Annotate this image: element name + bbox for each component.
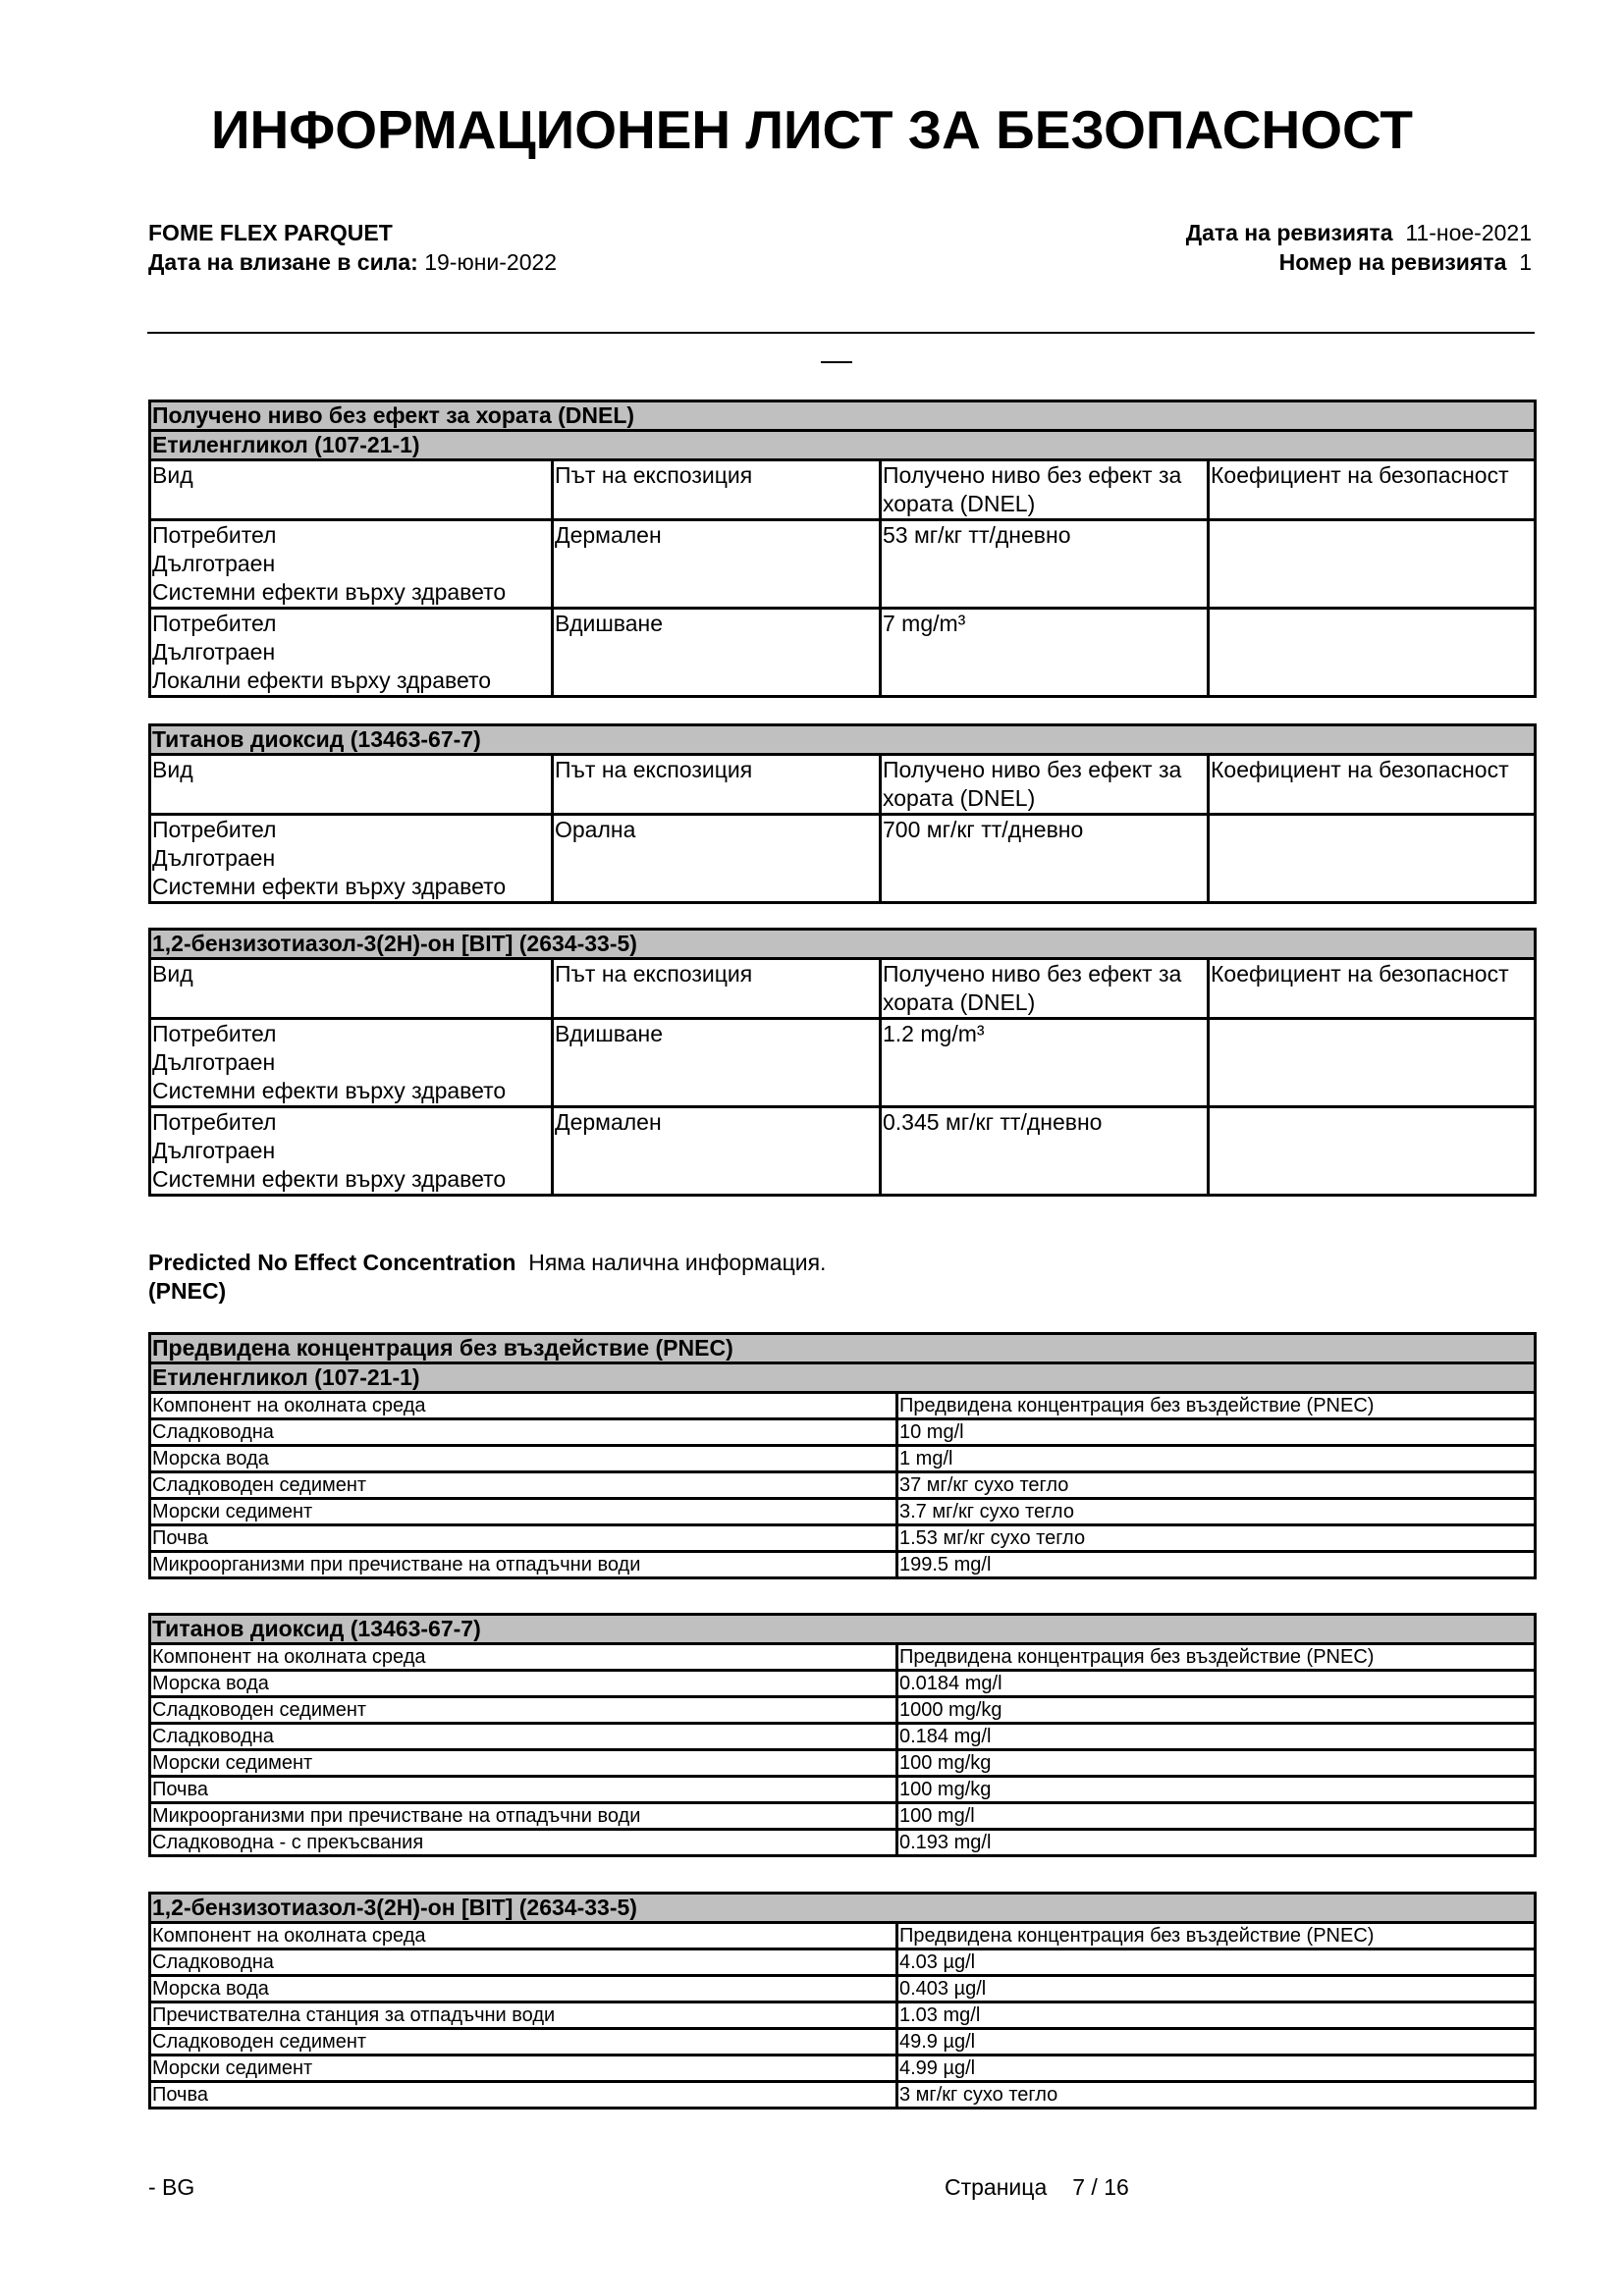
type-cell: Потребител Дълготраен Системни ефекти върху здравето xyxy=(150,1019,553,1107)
table-row: Сладководна 10 mg/l xyxy=(150,1419,1536,1446)
header-right xyxy=(1186,218,1532,277)
factor-cell xyxy=(1209,1107,1536,1196)
pnec-note-label-abbr: (PNEC) xyxy=(148,1278,227,1304)
route-cell: Дермален xyxy=(553,1107,881,1196)
revision-date-line xyxy=(1186,218,1532,247)
header-left xyxy=(148,218,557,277)
factor-cell xyxy=(1209,815,1536,903)
factor-cell xyxy=(1209,1019,1536,1107)
table-row xyxy=(150,520,1536,609)
table-row xyxy=(150,1107,1536,1196)
value-cell: 1.2 mg/m³ xyxy=(881,1019,1209,1107)
type-cell: Потребител Дълготраен Локални ефекти върху здравето xyxy=(150,609,553,697)
dnel-table-bit xyxy=(148,928,1537,1197)
pnec-note-label: Predicted No Effect Concentration xyxy=(148,1250,516,1275)
column-header: Вид xyxy=(150,755,553,815)
table-row xyxy=(150,1019,1536,1107)
value-cell: 7 mg/m³ xyxy=(881,609,1209,697)
column-header: Получено ниво без ефект за хората (DNEL) xyxy=(881,959,1209,1019)
column-header: Предвидена концентрация без въздействие (PNEC) xyxy=(897,1393,1536,1419)
type-cell: Потребител Дълготраен Системни ефекти върху здравето xyxy=(150,815,553,903)
substance-name: Етиленгликол (107-21-1) xyxy=(150,431,1536,460)
footer-language: - BG xyxy=(148,2174,195,2200)
substance-name: 1,2-бензизотиазол-3(2H)-он [BIT] (2634-33-5) xyxy=(150,1894,1536,1923)
revision-number-line xyxy=(1186,247,1532,277)
effective-date-value: 19-юни-2022 xyxy=(424,249,558,275)
column-header: Получено ниво без ефект за хората (DNEL) xyxy=(881,460,1209,520)
revision-date-label: Дата на ревизията xyxy=(1185,220,1393,245)
table-row: Микроорганизми при пречистване на отпадъчни води 199.5 mg/l xyxy=(150,1552,1536,1578)
revision-number-label: Номер на ревизията xyxy=(1278,249,1507,275)
dnel-table-ethylene-glycol xyxy=(148,400,1537,698)
table-row: Сладководен седимент 37 мг/кг сухо тегло xyxy=(150,1472,1536,1499)
column-header: Предвидена концентрация без въздействие (PNEC) xyxy=(897,1644,1536,1671)
pnec-title: Предвидена концентрация без въздействие (PNEC) xyxy=(150,1334,1536,1363)
page-number: 7 / 16 xyxy=(1072,2174,1129,2200)
table-row: Почва 3 мг/кг сухо тегло xyxy=(150,2082,1536,2109)
effective-date-line xyxy=(148,247,557,277)
pnec-table-bit xyxy=(148,1892,1537,2109)
revision-date-value: 11-ное-2021 xyxy=(1405,220,1532,245)
route-cell: Орална xyxy=(553,815,881,903)
table-row: Сладководна - с прекъсвания 0.193 mg/l xyxy=(150,1830,1536,1856)
footer-page xyxy=(945,2174,1129,2201)
page-label: Страница xyxy=(945,2174,1048,2200)
pnec-note xyxy=(148,1249,826,1306)
table-row: Пречиствателна станция за отпадъчни води 1.03 mg/l xyxy=(150,2002,1536,2029)
column-header: Път на експозиция xyxy=(553,755,881,815)
route-cell: Вдишване xyxy=(553,1019,881,1107)
substance-name: Етиленгликол (107-21-1) xyxy=(150,1363,1536,1393)
substance-name: Титанов диоксид (13463-67-7) xyxy=(150,1615,1536,1644)
table-row: Морски седимент 100 mg/kg xyxy=(150,1750,1536,1777)
dnel-title: Получено ниво без ефект за хората (DNEL) xyxy=(150,401,1536,431)
table-row: Морска вода 0.403 µg/l xyxy=(150,1976,1536,2002)
substance-name: Титанов диоксид (13463-67-7) xyxy=(150,725,1536,755)
factor-cell xyxy=(1209,520,1536,609)
value-cell: 53 мг/кг тт/дневно xyxy=(881,520,1209,609)
product-name: FOME FLEX PARQUET xyxy=(148,220,393,245)
value-cell: 0.345 мг/кг тт/дневно xyxy=(881,1107,1209,1196)
table-row: Морска вода 1 mg/l xyxy=(150,1446,1536,1472)
column-header: Получено ниво без ефект за хората (DNEL) xyxy=(881,755,1209,815)
type-cell: Потребител Дълготраен Системни ефекти върху здравето xyxy=(150,520,553,609)
pnec-table-titanium-dioxide xyxy=(148,1613,1537,1857)
dnel-table-titanium-dioxide xyxy=(148,723,1537,904)
header-divider xyxy=(147,332,1535,334)
table-row: Сладководен седимент 49.9 µg/l xyxy=(150,2029,1536,2056)
table-row: Микроорганизми при пречистване на отпадъчни води 100 mg/l xyxy=(150,1803,1536,1830)
column-header: Предвидена концентрация без въздействие (PNEC) xyxy=(897,1923,1536,1949)
table-row: Сладководна 0.184 mg/l xyxy=(150,1724,1536,1750)
factor-cell xyxy=(1209,609,1536,697)
column-header: Вид xyxy=(150,959,553,1019)
route-cell: Вдишване xyxy=(553,609,881,697)
document-title: ИНФОРМАЦИОНЕН ЛИСТ ЗА БЕЗОПАСНОСТ xyxy=(211,99,1413,160)
column-header: Коефициент на безопасност xyxy=(1209,755,1536,815)
column-header: Компонент на околната среда xyxy=(150,1923,897,1949)
table-row: Почва 1.53 мг/кг сухо тегло xyxy=(150,1525,1536,1552)
pnec-note-value: Няма налична информация. xyxy=(528,1250,827,1275)
table-row: Сладководна 4.03 µg/l xyxy=(150,1949,1536,1976)
substance-name: 1,2-бензизотиазол-3(2H)-он [BIT] (2634-33-5) xyxy=(150,930,1536,959)
table-row xyxy=(150,815,1536,903)
table-row: Морски седимент 4.99 µg/l xyxy=(150,2056,1536,2082)
column-header: Път на експозиция xyxy=(553,959,881,1019)
column-header: Компонент на околната среда xyxy=(150,1644,897,1671)
table-row: Сладководен седимент 1000 mg/kg xyxy=(150,1697,1536,1724)
effective-date-label: Дата на влизане в сила: xyxy=(148,249,418,275)
revision-number-value: 1 xyxy=(1519,249,1532,275)
column-header: Компонент на околната среда xyxy=(150,1393,897,1419)
table-row xyxy=(150,609,1536,697)
separator-dash xyxy=(821,361,852,363)
route-cell: Дермален xyxy=(553,520,881,609)
table-row: Морска вода 0.0184 mg/l xyxy=(150,1671,1536,1697)
column-header: Коефициент на безопасност xyxy=(1209,460,1536,520)
pnec-table-ethylene-glycol xyxy=(148,1332,1537,1579)
column-header: Път на експозиция xyxy=(553,460,881,520)
column-header: Коефициент на безопасност xyxy=(1209,959,1536,1019)
table-row: Морски седимент 3.7 мг/кг сухо тегло xyxy=(150,1499,1536,1525)
value-cell: 700 мг/кг тт/дневно xyxy=(881,815,1209,903)
table-row: Почва 100 mg/kg xyxy=(150,1777,1536,1803)
column-header: Вид xyxy=(150,460,553,520)
type-cell: Потребител Дълготраен Системни ефекти върху здравето xyxy=(150,1107,553,1196)
